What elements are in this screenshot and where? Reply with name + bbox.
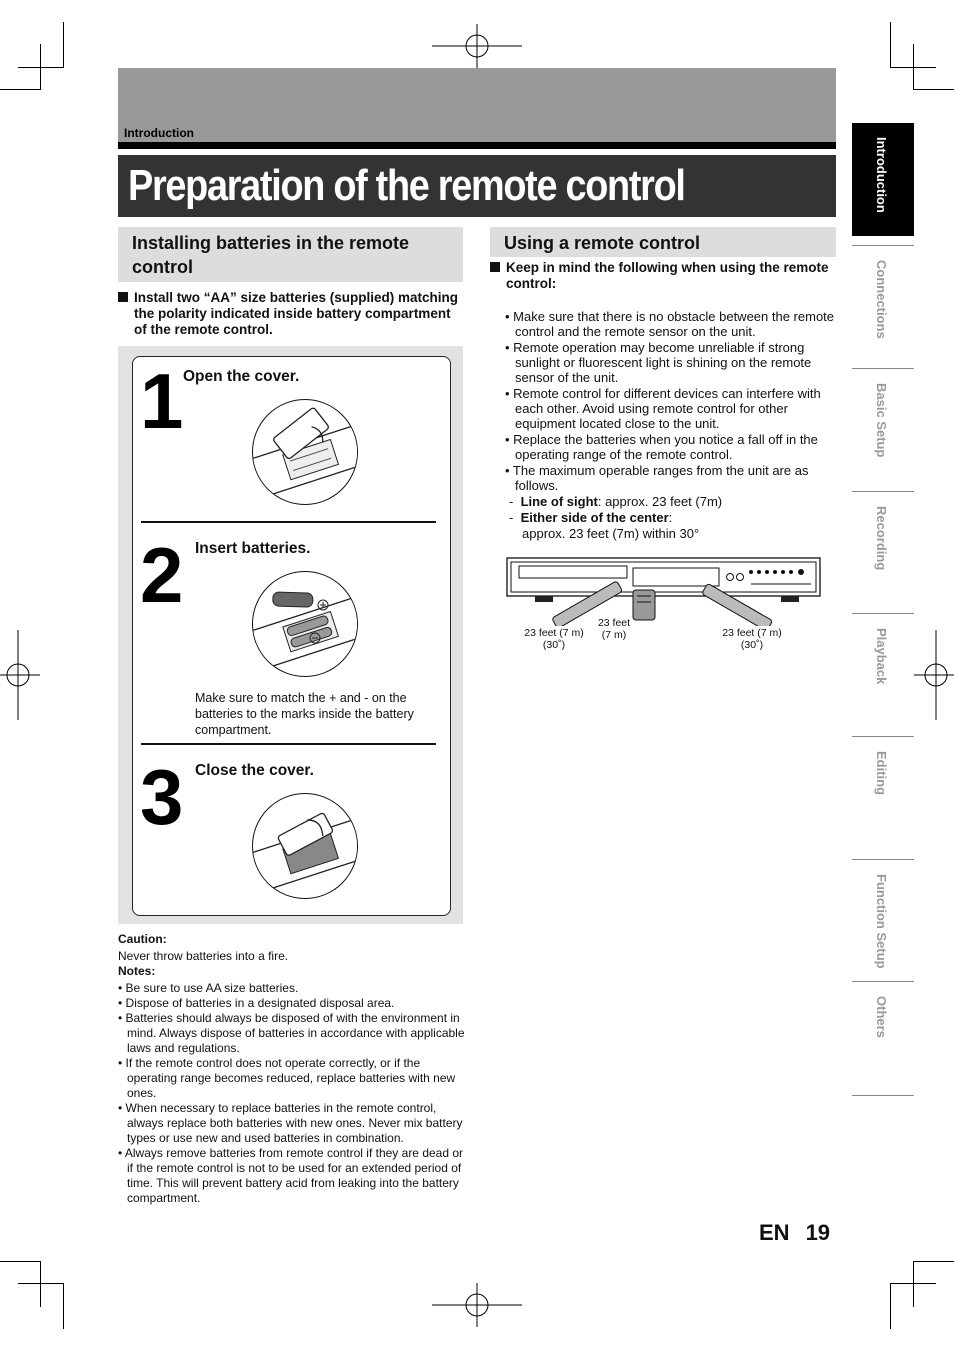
insert-batteries-illustration <box>252 571 358 677</box>
tab-basic-setup[interactable] <box>852 368 914 483</box>
diagram-right-distance: 23 feet (7 m) <box>722 627 782 639</box>
remote-intro-text: Keep in mind the following when using the remote control: <box>506 260 829 291</box>
header-band <box>118 68 836 142</box>
step-1-number: 1 <box>140 357 184 445</box>
section-heading-using-remote: Using a remote control <box>490 227 836 257</box>
language-code: EN <box>759 1220 790 1245</box>
range-colon: : <box>668 510 673 525</box>
tab-function-setup[interactable] <box>852 859 914 974</box>
crop-mark <box>18 67 64 68</box>
crop-mark <box>890 1283 891 1329</box>
crop-mark <box>914 89 954 90</box>
tab-connections[interactable] <box>852 245 914 360</box>
step-3-label: Close the cover. <box>195 762 314 779</box>
note-item: • Be sure to use AA size batteries. <box>118 981 299 995</box>
tab-others[interactable] <box>852 981 914 1096</box>
diagram-left-label <box>515 627 593 651</box>
registration-mark <box>432 24 522 68</box>
crop-mark <box>18 1283 64 1284</box>
tab-playback[interactable] <box>852 613 914 728</box>
caution-title: Caution: <box>118 932 167 946</box>
diagram-left-distance: 23 feet (7 m) <box>524 627 584 639</box>
tab-introduction[interactable] <box>852 123 914 236</box>
diagram-right-label <box>713 627 791 651</box>
crop-mark <box>890 67 936 68</box>
registration-mark <box>432 1283 522 1327</box>
step-2-note: Make sure to match the + and - on the batteries to the marks inside the battery compartment. <box>195 691 414 737</box>
battery-intro <box>118 290 463 338</box>
page-title: Preparation of the remote control <box>128 161 685 210</box>
operable-ranges <box>509 494 829 542</box>
step-divider <box>141 521 436 523</box>
tab-label: Connections <box>874 260 889 339</box>
step-2-label: Insert batteries. <box>195 540 311 557</box>
note-item: • When necessary to replace batteries in the remote control, always replace both batteries with new ones. Never mix battery types or use new and used batteries in combination. <box>118 1101 463 1145</box>
diagram-center-unit: (7 m) <box>601 629 627 641</box>
crop-mark <box>63 22 64 68</box>
remote-tip: • Replace the batteries when you notice a fall off in the operating range of the remote control. <box>505 432 818 462</box>
crop-mark <box>40 1261 41 1307</box>
notes-title: Notes: <box>118 964 156 978</box>
remote-intro <box>490 260 836 292</box>
range-either-side: - Either side of the center: <box>509 510 673 525</box>
diagram-right-angle: (30˚) <box>740 639 764 651</box>
tab-label: Others <box>874 996 889 1038</box>
tab-label: Introduction <box>874 137 889 213</box>
step-divider <box>141 743 436 745</box>
range-label: Line of sight <box>520 494 598 509</box>
crop-mark <box>914 1261 954 1262</box>
remote-range-diagram <box>505 556 823 656</box>
tab-editing[interactable] <box>852 736 914 851</box>
diagram-center-distance: 23 feet <box>597 617 631 629</box>
caution-text: Never throw batteries into a fire. <box>118 949 289 963</box>
step-3-number: 3 <box>140 753 184 841</box>
tab-label: Function Setup <box>874 874 889 969</box>
registration-mark <box>914 630 954 720</box>
range-value: approx. 23 feet (7m) within 30° <box>522 526 700 541</box>
page-number-value: 19 <box>805 1220 831 1245</box>
crop-mark <box>890 1283 936 1284</box>
page-number <box>759 1220 830 1246</box>
remote-tip: • The maximum operable ranges from the unit are as follows. <box>505 463 809 493</box>
remote-tip: • Remote operation may become unreliable if strong sunlight or fluorescent light is shining on the remote sensor of the unit. <box>505 340 812 385</box>
remote-tip: • Make sure that there is no obstacle between the remote control and the remote sensor on the unit. <box>505 309 835 339</box>
bullet-square-icon <box>118 292 128 302</box>
tab-label: Playback <box>874 628 889 685</box>
note-item: • If the remote control does not operate correctly, or if the operating range becomes reduced, replace batteries with new ones. <box>118 1056 456 1100</box>
crop-mark <box>913 1261 914 1307</box>
bullet-square-icon <box>490 262 500 272</box>
section-label: Introduction <box>124 126 194 140</box>
header-rule <box>118 142 836 149</box>
registration-mark <box>0 630 40 720</box>
tab-recording[interactable] <box>852 491 914 606</box>
range-line-of-sight: - Line of sight: approx. 23 feet (7m) <box>509 494 723 509</box>
diagram-left-angle: (30˚) <box>542 639 566 651</box>
crop-mark <box>63 1283 64 1329</box>
note-item: • Dispose of batteries in a designated disposal area. <box>118 996 395 1010</box>
close-cover-illustration <box>252 793 358 899</box>
crop-mark <box>890 22 891 68</box>
remote-tips-list <box>505 309 835 494</box>
tab-label: Recording <box>874 506 889 571</box>
tab-label: Editing <box>874 751 889 796</box>
tab-label: Basic Setup <box>874 383 889 458</box>
open-cover-illustration <box>252 399 358 505</box>
step-1-label: Open the cover. <box>183 368 300 385</box>
crop-mark <box>0 1261 40 1262</box>
range-value: : approx. 23 feet (7m) <box>597 494 723 509</box>
crop-mark <box>0 89 40 90</box>
diagram-center-label <box>589 617 639 641</box>
battery-intro-text: Install two “AA” size batteries (supplied) matching the polarity indicated inside battery compartment of the remote control. <box>134 290 459 337</box>
section-heading-batteries: Installing batteries in the remote control <box>118 227 463 282</box>
caution-notes <box>118 932 468 1206</box>
note-item: • Always remove batteries from remote control if they are dead or if the remote control is not to be used for an extended period of time. This will prevent battery acid from leaking into the battery compartment. <box>118 1146 464 1205</box>
note-item: • Batteries should always be disposed of with the environment in mind. Always dispose of batteries in accordance with applicable laws and regulations. <box>118 1011 465 1055</box>
step-2-number: 2 <box>140 531 184 619</box>
range-label: Either side of the center <box>520 510 669 525</box>
remote-tip: • Remote control for different devices can interfere with each other. Avoid using remote control for other equipment located close to the unit. <box>505 386 821 431</box>
